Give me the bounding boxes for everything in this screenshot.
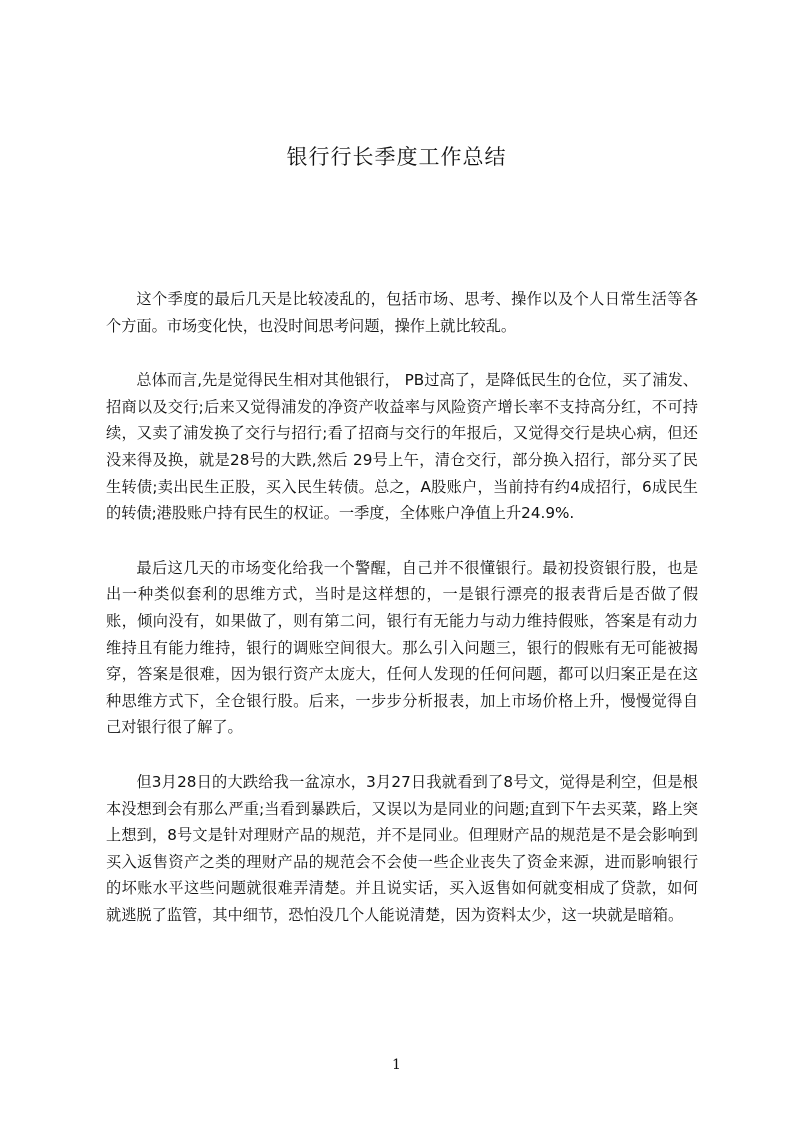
page-number: 1	[392, 1057, 401, 1073]
paragraph-2: 总体而言,先是觉得民生相对其他银行， PB过高了，是降低民生的仓位，买了浦发、招商以及交行;后来又觉得浦发的净资产收益率与风险资产增长率不支持高分红，不可持续，又卖了浦发换了交行与招行;看了招商与交行的年报后，又觉得交行是块心病，但还没来得及换，就是28号的大跌,然后 29号上午，清仓交行，部分换入招行，部分买了民生转债;卖出民生正股，买入民生转债。总之，A股账户，当前持有约4成招行，6成民生的转债;港股账户持有民生的权证。一季度，全体账户净值上升24.9%.	[106, 371, 698, 523]
paragraph-1: 这个季度的最后几天是比较凌乱的，包括市场、思考、操作以及个人日常生活等各个方面。市场变化快，也没时间思考问题，操作上就比较乱。	[106, 290, 698, 335]
document-title: 银行行长季度工作总结	[286, 145, 507, 169]
paragraph-4: 但3月28日的大跌给我一盆凉水，3月27日我就看到了8号文，觉得是利空，但是根本没想到会有那么严重;当看到暴跌后，又误以为是同业的问题;直到下午去买菜，路上突上想到，8号文是针对理财产品的规范，并不是同业。但理财产品的规范是不是会影响到买入返售资产之类的理财产品的规范会不会使一些企业丧失了资金来源，进而影响银行的坏账水平这些问题就很难弄清楚。并且说实话，买入返售如何就变相成了贷款，如何就逃脱了监管，其中细节，恐怕没几个人能说清楚，因为资料太少，这一块就是暗箱。	[106, 772, 698, 924]
document-body	[106, 286, 698, 956]
paragraph-3: 最后这几天的市场变化给我一个警醒，自己并不很懂银行。最初投资银行股，也是出一种类似套利的思维方式，当时是这样想的，一是银行漂亮的报表背后是否做了假账，倾向没有，如果做了，则有第二问，银行有无能力与动力维持假账，答案是有动力维持且有能力维持，银行的调账空间很大。那么引入问题三，银行的假账有无可能被揭穿，答案是很难，因为银行资产太庞大，任何人发现的任何问题，都可以归案正是在这种思维方式下，全仓银行股。后来，一步步分析报表，加上市场价格上升，慢慢觉得自己对银行很了解了。	[106, 558, 698, 737]
